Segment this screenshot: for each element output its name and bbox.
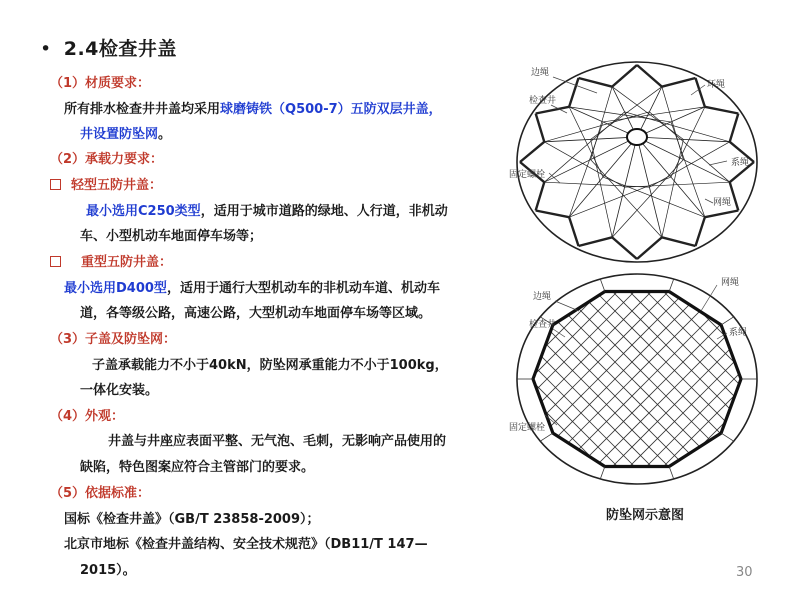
- tie-rope-line: [669, 279, 674, 291]
- net-rope-line: [705, 211, 738, 218]
- net-rope-line: [705, 107, 738, 114]
- text-line: [50, 75, 150, 93]
- mesh-line: [505, 265, 628, 490]
- net-rope-line: [662, 78, 696, 87]
- text-span: ，适用于通行大型机动车的非机动车道、机动车: [166, 281, 440, 296]
- text-span: 子盖承载能力不小于40kN，防坠网承重能力不小于100kg，: [92, 358, 448, 373]
- text-span: 井盖与井座应表面平整、无气泡、毛刺，无影响产品使用的: [108, 434, 447, 449]
- text-span: 缺陷，特色图案应符合主管部门的要求。: [80, 460, 315, 475]
- checkbox-square-icon: [50, 256, 61, 267]
- text-span: （5）依据标准：: [50, 486, 151, 501]
- net-rope-line: [730, 114, 739, 142]
- text-span: ，适用于城市道路的绿地、人行道，非机动: [200, 204, 448, 219]
- title-text: 2.4检查井盖: [63, 38, 177, 60]
- label-net-rope: 网绳: [721, 278, 740, 288]
- net-rope-line: [536, 107, 569, 114]
- net-rope-line: [696, 217, 705, 246]
- mesh-line: [505, 265, 662, 490]
- net-rope-line: [591, 160, 662, 238]
- tie-rope-line: [540, 433, 553, 441]
- page-number: 30: [736, 565, 753, 580]
- mesh-line: [568, 265, 785, 490]
- net-rope-line: [612, 237, 637, 259]
- tie-rope-line: [721, 433, 734, 441]
- text-span: 井设置防坠网: [80, 127, 159, 142]
- text-span: 国标《检查井盖》（GB/T 23858-2009）；: [64, 512, 320, 527]
- net-rope-line: [612, 160, 683, 238]
- text-line: [64, 511, 320, 529]
- net-rope-line: [536, 211, 569, 218]
- text-line: [50, 408, 124, 426]
- mesh-line: [534, 265, 785, 490]
- text-span: 车、小型机动车地面停车场等；: [80, 229, 263, 244]
- text-span: （4）外观：: [50, 409, 125, 424]
- net-rope-line: [649, 112, 729, 182]
- text-line: [80, 126, 171, 144]
- text-span: 轻型五防井盖：: [71, 178, 163, 193]
- label-tie-rope: 系绳: [729, 328, 748, 338]
- text-span: （3）子盖及防坠网：: [50, 332, 177, 347]
- net-rope-line: [637, 65, 662, 87]
- text-span: 最小选用D400型: [64, 281, 167, 296]
- text-span: 北京市地标《检查井盖结构、安全技术规范》（DB11/T 147—: [64, 537, 428, 552]
- mesh-line: [505, 265, 662, 490]
- net-rope-line: [662, 237, 696, 246]
- text-line: [50, 177, 162, 195]
- mesh-line: [505, 265, 628, 490]
- radial-net-lines: [520, 65, 754, 259]
- tie-ropes: [517, 279, 757, 479]
- net-rope-line: [536, 182, 545, 210]
- mesh-line: [568, 265, 785, 490]
- tie-rope-line: [721, 317, 734, 325]
- text-line: [108, 433, 446, 451]
- text-line: [50, 331, 176, 349]
- label-edge-rope: 边绳: [531, 68, 550, 78]
- text-span: 道，各等级公路，高速公路，大型机动车地面停车场等区域。: [80, 306, 432, 321]
- net-rope-line: [579, 78, 613, 87]
- text-line: [92, 357, 448, 375]
- label-bolt: 固定螺栓: [509, 423, 546, 433]
- slide-title: [40, 34, 177, 61]
- text-span: 一体化安装。: [80, 383, 159, 398]
- label-bolt: 固定螺栓: [509, 170, 546, 180]
- label-ring-rope: 环绳: [707, 80, 726, 90]
- text-line: [80, 305, 431, 323]
- text-span: 重型五防井盖：: [81, 255, 173, 270]
- text-line: [64, 280, 440, 298]
- net-rope-line: [671, 122, 705, 217]
- net-rope-line: [671, 107, 705, 177]
- label-net-rope: 网绳: [713, 198, 732, 208]
- net-rope-line: [569, 122, 603, 217]
- net-rope-line: [569, 78, 578, 107]
- net-rope-line: [696, 78, 705, 107]
- text-span: 2015）。: [80, 563, 136, 578]
- text-line: [50, 254, 172, 272]
- tie-rope-line: [600, 466, 605, 478]
- title-bullet: •: [40, 38, 52, 60]
- label-well: 检查井: [529, 320, 557, 330]
- label-tie-rope: 系绳: [731, 158, 750, 168]
- center-ring: [627, 129, 647, 145]
- safety-net-diagram-mesh: [505, 265, 785, 490]
- text-line: [50, 485, 150, 503]
- text-line: [80, 382, 158, 400]
- tie-rope-line: [600, 279, 605, 291]
- label-edge-rope: 边绳: [533, 292, 552, 302]
- text-span: （2）承载力要求：: [50, 152, 164, 167]
- text-line: [86, 203, 448, 221]
- text-line: [80, 562, 136, 580]
- net-rope-line: [612, 65, 637, 87]
- text-line: [50, 151, 163, 169]
- text-line: [64, 536, 428, 554]
- mesh-line: [534, 265, 785, 490]
- net-rope-line: [637, 237, 662, 259]
- net-rope-line: [730, 182, 739, 210]
- label-well: 检查井: [529, 96, 557, 106]
- text-span: （1）材质要求：: [50, 76, 151, 91]
- text-line: [80, 228, 262, 246]
- text-span: 。: [158, 127, 172, 142]
- net-rope-line: [536, 114, 545, 142]
- checkbox-square-icon: [50, 179, 61, 190]
- text-span: 所有排水检查井井盖均采用: [64, 102, 221, 117]
- text-line: [64, 101, 442, 119]
- diagram-caption: 防坠网示意图: [606, 508, 685, 523]
- tie-rope-line: [669, 466, 674, 478]
- text-span: 最小选用C250类型: [86, 204, 201, 219]
- net-rope-line: [520, 142, 544, 162]
- text-span: 球磨铸铁（Q500-7）五防双层井盖，: [220, 102, 442, 117]
- text-line: [80, 459, 314, 477]
- net-rope-line: [569, 107, 603, 177]
- net-rope-line: [579, 237, 613, 246]
- net-rope-line: [569, 217, 578, 246]
- safety-net-diagram-radial: [505, 55, 785, 270]
